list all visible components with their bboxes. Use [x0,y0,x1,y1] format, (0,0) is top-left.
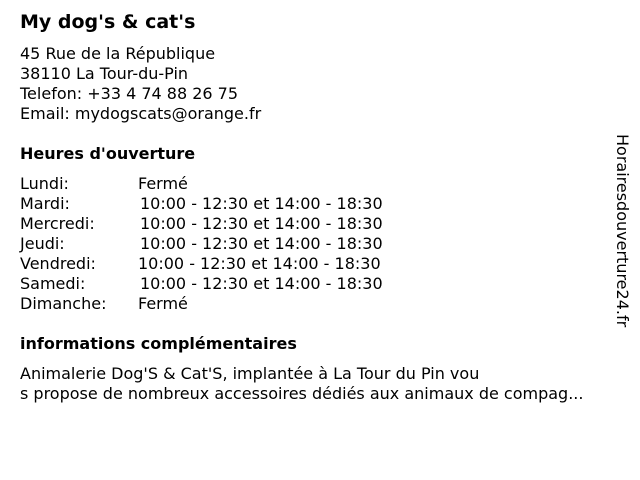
hours-value: Fermé [138,174,188,193]
business-name: My dog's & cat's [20,11,196,33]
hours-value: 10:00 - 12:30 et 14:00 - 18:30 [140,234,383,253]
opening-hours-heading: Heures d'ouverture [20,144,196,163]
hours-value: 10:00 - 12:30 et 14:00 - 18:30 [140,274,383,293]
day-label: Vendredi: [20,254,96,273]
hours-value: 10:00 - 12:30 et 14:00 - 18:30 [140,214,383,233]
business-description [20,364,635,404]
day-label: Jeudi: [20,234,65,253]
description-line-1: Animalerie Dog'S & Cat'S, implantée à La Tour du Pin vou [20,364,480,383]
email-text: Email: mydogscats@orange.fr [20,104,262,123]
hours-value: 10:00 - 12:30 et 14:00 - 18:30 [138,254,381,273]
day-label: Dimanche: [20,294,107,313]
day-label: Mardi: [20,194,70,213]
day-label: Samedi: [20,274,86,293]
source-watermark [610,134,634,354]
phone-text: Telefon: +33 4 74 88 26 75 [20,84,239,103]
day-label: Lundi: [20,174,69,193]
day-label: Mercredi: [20,214,95,233]
additional-info-heading: informations complémentaires [20,334,297,353]
watermark-text: Horairesdouverture24.fr [613,134,632,328]
contact-block [20,44,261,124]
address-line-street: 45 Rue de la République [20,44,216,63]
address-line-city: 38110 La Tour-du-Pin [20,64,189,83]
hours-value: Fermé [138,294,188,313]
hours-value: 10:00 - 12:30 et 14:00 - 18:30 [140,194,383,213]
description-line-2: s propose de nombreux accessoires dédiés aux animaux de compag... [20,384,584,403]
